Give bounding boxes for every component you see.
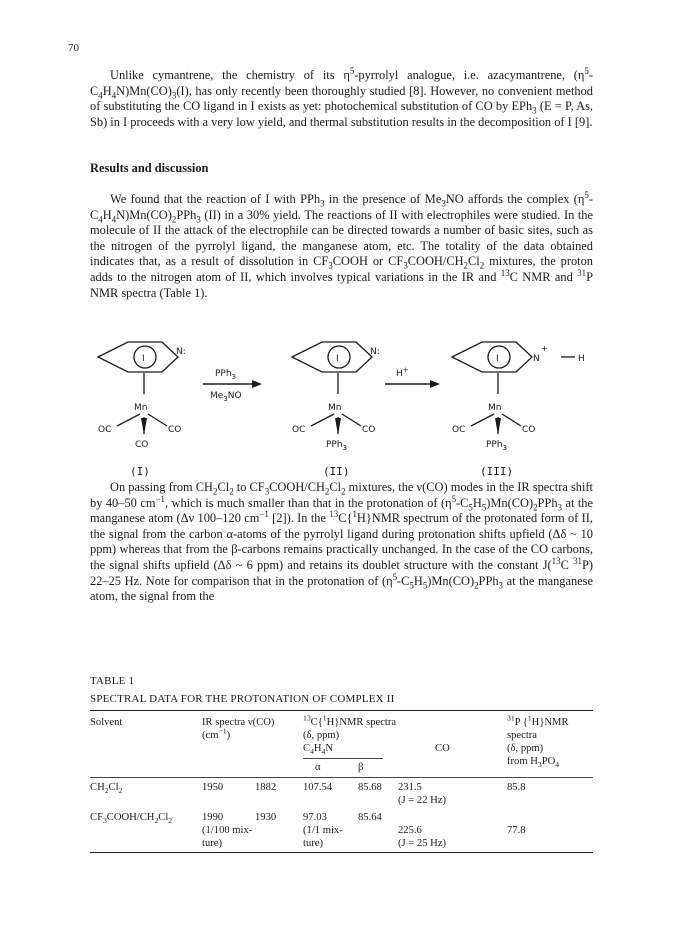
row2-co: 225.6 (J = 25 Hz) (398, 825, 447, 849)
results-text: We found that the reaction of I with PPh$_3$ in the presence of $Me_3NO$ affords the complex $(\eta^5-C_4H_4N)Mn(CO)_2PPh_3$ (II) in a 30% yield. The reactions of II with electrophiles were studied. In the molecule of II the attack of the electrophile can be directed towards a number of basic sites, such as the nitrogen of the pyrrolyl ligand, the manganese atom, etc. The totality of the data obtained indicates that, as a result of dissolution in $CF_3COOH$ or $CF_3COOH/CH_2Cl_2$ mixtures, the proton adds to the nitrogen atom of II, which involves typical variations in the IR and $^{13}$C NMR and $^{31}$P NMR spectra (Table 1). (90, 189, 594, 300)
row2-ir2: 1930 (255, 812, 277, 823)
compound-label-ii: (II) (323, 465, 350, 478)
row2-alpha-note: (1/1 mix- ture) (303, 825, 343, 849)
row1-ir2: 1882 (255, 782, 277, 793)
reaction-scheme (90, 332, 593, 477)
row1-ir1: 1950 (202, 782, 224, 793)
header-c13: $^{13}$C{$^1$H}NMR spectra (δ, ppm) $C_4H_4N$ (303, 713, 397, 757)
table-bottom-rule (90, 852, 593, 853)
row2-p31: 77.8 (507, 825, 526, 836)
ring-label-iii: I (496, 354, 499, 364)
discussion-text: On passing from $CH_2Cl_2$ to $CF_3COOH/CH_2Cl_2$ mixtures, the ν(CO) modes in the IR spectra shift by 40–50 $cm^{-1}$, which is much smaller than that in the protonation of $(\eta^5-C_5H_5)Mn(CO)_2PPh_3$ at the manganese atom (Δν 100–120 $cm^{-1}$ [2]). In the $^{13}$C{$^1$H}NMR spectrum of the protonated form of II, the signal from the carbon α-atoms of the pyrrolyl ligand during protonation shifts upfield (Δδ ~ 10 ppm) whereas that from the β-carbons remains practically unchanged. In the case of the CO carbons, the signal shifts upfield (Δδ ~ 6 ppm) and retains its doublet structure with the constant J($^{13}$C $^{31}$P) 22–25 Hz. Note for comparison that in the protonation of $(\eta^5-C_5H_5)Mn(CO)_2PPh_3$ at the manganese atom, the signal from the (90, 480, 593, 604)
reagent-proton: H+ (396, 366, 409, 379)
mn-atom-i: Mn (134, 403, 148, 413)
table-header-rule (90, 777, 593, 778)
arrow-1 (203, 380, 262, 388)
reagent-pph3: PPh$_3$ (215, 369, 237, 381)
header-solvent: Solvent (90, 717, 123, 728)
header-beta: β (358, 762, 364, 773)
compound-label-iii: (III) (480, 465, 514, 478)
header-co: CO (435, 743, 450, 754)
intro-paragraph (90, 65, 594, 130)
n-charge-iii: + (541, 344, 548, 353)
row1-alpha: 107.54 (303, 782, 333, 793)
row1-solvent: $CH_2Cl_2$ (90, 782, 123, 796)
header-ir: IR spectra ν(CO) $(cm^{-1})$ (202, 717, 275, 741)
n-atom-iii: N (533, 354, 540, 364)
arrow-2 (385, 380, 440, 388)
c13-subheader-rule (303, 758, 383, 759)
ring-label-ii: I (336, 354, 339, 364)
compound-iii-structure (452, 342, 575, 434)
table-label: TABLE 1 (90, 675, 135, 687)
row2-solvent: $CF_3COOH/CH_2Cl_2$ (90, 812, 173, 826)
n-atom-i: N: (176, 347, 186, 357)
header-alpha: α (315, 762, 321, 773)
pph3-ligand-iii: PPh$_3$ (486, 440, 508, 452)
section-heading: Results and discussion (90, 161, 209, 175)
co-ligand-iii: CO (522, 425, 536, 435)
discussion-paragraph (90, 480, 593, 605)
mn-atom-ii: Mn (328, 403, 342, 413)
row2-ir1: 1990 (202, 812, 224, 823)
intro-text: Unlike cymantrene, the chemistry of its $\eta^5$-pyrrolyl analogue, i.e. azacymantrene, $(\eta^5-C_4H_4N)Mn(CO)_3(I)$, has only recently been thoroughly studied [8]. However, no convenient method of substituting the CO ligand in I exists as yet: photochemical substitution of CO by EPh$_3$ (E = P, As, Sb) in I proceeds with a very low yield, and thermal substitution results in the decomposition of I [9]. (90, 65, 594, 129)
row1-beta: 85.68 (358, 782, 382, 793)
pph3-ligand-ii: PPh$_3$ (326, 440, 348, 452)
compound-ii-structure (292, 342, 372, 434)
co-bottom-i: CO (135, 440, 149, 450)
mn-atom-iii: Mn (488, 403, 502, 413)
results-paragraph (90, 189, 594, 301)
row2-alpha: 97.03 (303, 812, 327, 823)
page-number: 70 (68, 42, 79, 54)
oc-ligand-i: OC (98, 425, 112, 435)
scheme-drawing (90, 332, 593, 477)
row1-p31: 85.8 (507, 782, 526, 793)
h-atom-iii: H (578, 354, 585, 364)
ring-label-i: I (142, 354, 145, 364)
reagent-me3no: $Me_3NO$ (210, 391, 242, 403)
oc-ligand-ii: OC (292, 425, 306, 435)
table-title: SPECTRAL DATA FOR THE PROTONATION OF COMPLEX II (90, 693, 395, 705)
compound-label-i: (I) (130, 465, 150, 478)
co-ligand-i: CO (168, 425, 182, 435)
row1-co: 231.5 (J = 22 Hz) (398, 782, 447, 806)
compound-i-structure (98, 342, 178, 434)
row2-beta: 85.64 (358, 812, 382, 823)
header-p31: $^{31}$P {$^1$H}NMR spectra (δ, ppm) from $H_3PO_4$ (507, 713, 569, 770)
oc-ligand-iii: OC (452, 425, 466, 435)
co-ligand-ii: CO (362, 425, 376, 435)
n-atom-ii: N: (370, 347, 380, 357)
row2-ir-note: (1/100 mix- ture) (202, 825, 253, 849)
table-top-rule (90, 710, 593, 711)
